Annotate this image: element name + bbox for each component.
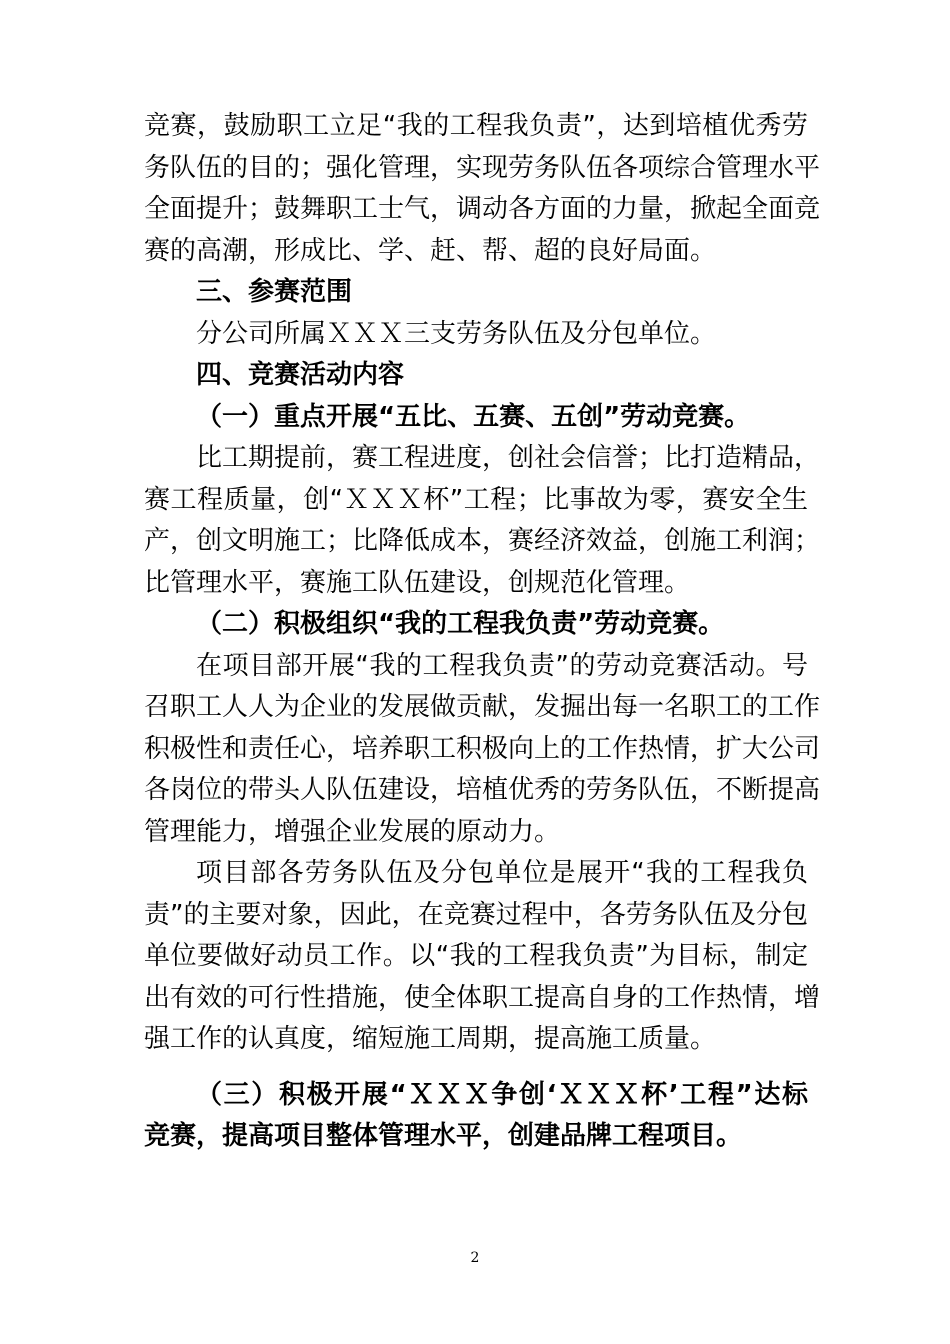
text-line: 召职工人人为企业的发展做贡献，发掘出每一名职工的工作 bbox=[144, 692, 821, 722]
text-line: 单位要做好动员工作。以“我的工程我负责”为目标，制定 bbox=[144, 941, 808, 971]
paragraph-targets bbox=[144, 853, 821, 1061]
text-line: 全面提升；鼓舞职工士气，调动各方面的力量，掀起全面竞 bbox=[144, 194, 821, 224]
document-page bbox=[144, 106, 821, 1158]
paragraph-responsibility bbox=[144, 646, 821, 854]
paragraph-five-comparisons bbox=[144, 438, 821, 604]
text-line: 责”的主要对象，因此，在竞赛过程中，各劳务队伍及分包 bbox=[144, 899, 808, 930]
page-number: 2 bbox=[470, 1250, 480, 1266]
paragraph-scope: 分公司所属ＸＸＸ三支劳务队伍及分包单位。 bbox=[196, 318, 717, 349]
text-line: 赛工程质量，创“ＸＸＸ杯”工程；比事故为零，赛安全生 bbox=[144, 484, 808, 515]
text-line: 产，创文明施工；比降低成本，赛经济效益，创施工利润； bbox=[144, 526, 821, 556]
text-line: 竞赛，鼓励职工立足“我的工程我负责”，达到培植优秀劳 bbox=[144, 111, 808, 141]
text-line: 管理能力，增强企业发展的原动力。 bbox=[144, 816, 561, 847]
subheading-two: （二）积极组织“我的工程我负责”劳动竞赛。 bbox=[196, 609, 725, 639]
text-line: 比工期提前，赛工程进度，创社会信誉；比打造精品， bbox=[196, 443, 821, 473]
paragraph-continuation bbox=[144, 106, 821, 272]
text-line: 在项目部开展“我的工程我负责”的劳动竞赛活动。号 bbox=[196, 650, 808, 681]
text-line: 出有效的可行性措施，使全体职工提高自身的工作热情，增 bbox=[144, 982, 821, 1013]
text-line: 赛的高潮，形成比、学、赶、帮、超的良好局面。 bbox=[144, 235, 717, 266]
text-line: 强工作的认真度，缩短施工周期，提高施工质量。 bbox=[144, 1024, 717, 1054]
text-line: 项目部各劳务队伍及分包单位是展开“我的工程我负 bbox=[196, 858, 808, 888]
text-line: 比管理水平，赛施工队伍建设，创规范化管理。 bbox=[144, 567, 691, 598]
text-line: 竞赛，提高项目整体管理水平，创建品牌工程项目。 bbox=[144, 1121, 743, 1151]
text-line: 务队伍的目的；强化管理，实现劳务队伍各项综合管理水平 bbox=[144, 152, 821, 183]
text-line: 各岗位的带头人队伍建设，培植优秀的劳务队伍，不断提高 bbox=[144, 775, 821, 805]
text-line: （三）积极开展“ＸＸＸ争创‘ＸＸＸ杯’工程”达标 bbox=[196, 1079, 808, 1110]
section-heading-content: 四、竞赛活动内容 bbox=[196, 360, 405, 390]
subheading-one: （一）重点开展“五比、五赛、五创”劳动竞赛。 bbox=[196, 401, 751, 432]
section-heading-scope: 三、参赛范围 bbox=[196, 277, 353, 307]
subheading-three bbox=[144, 1075, 808, 1158]
text-line: 积极性和责任心，培养职工积极向上的工作热情，扩大公司 bbox=[144, 733, 821, 764]
